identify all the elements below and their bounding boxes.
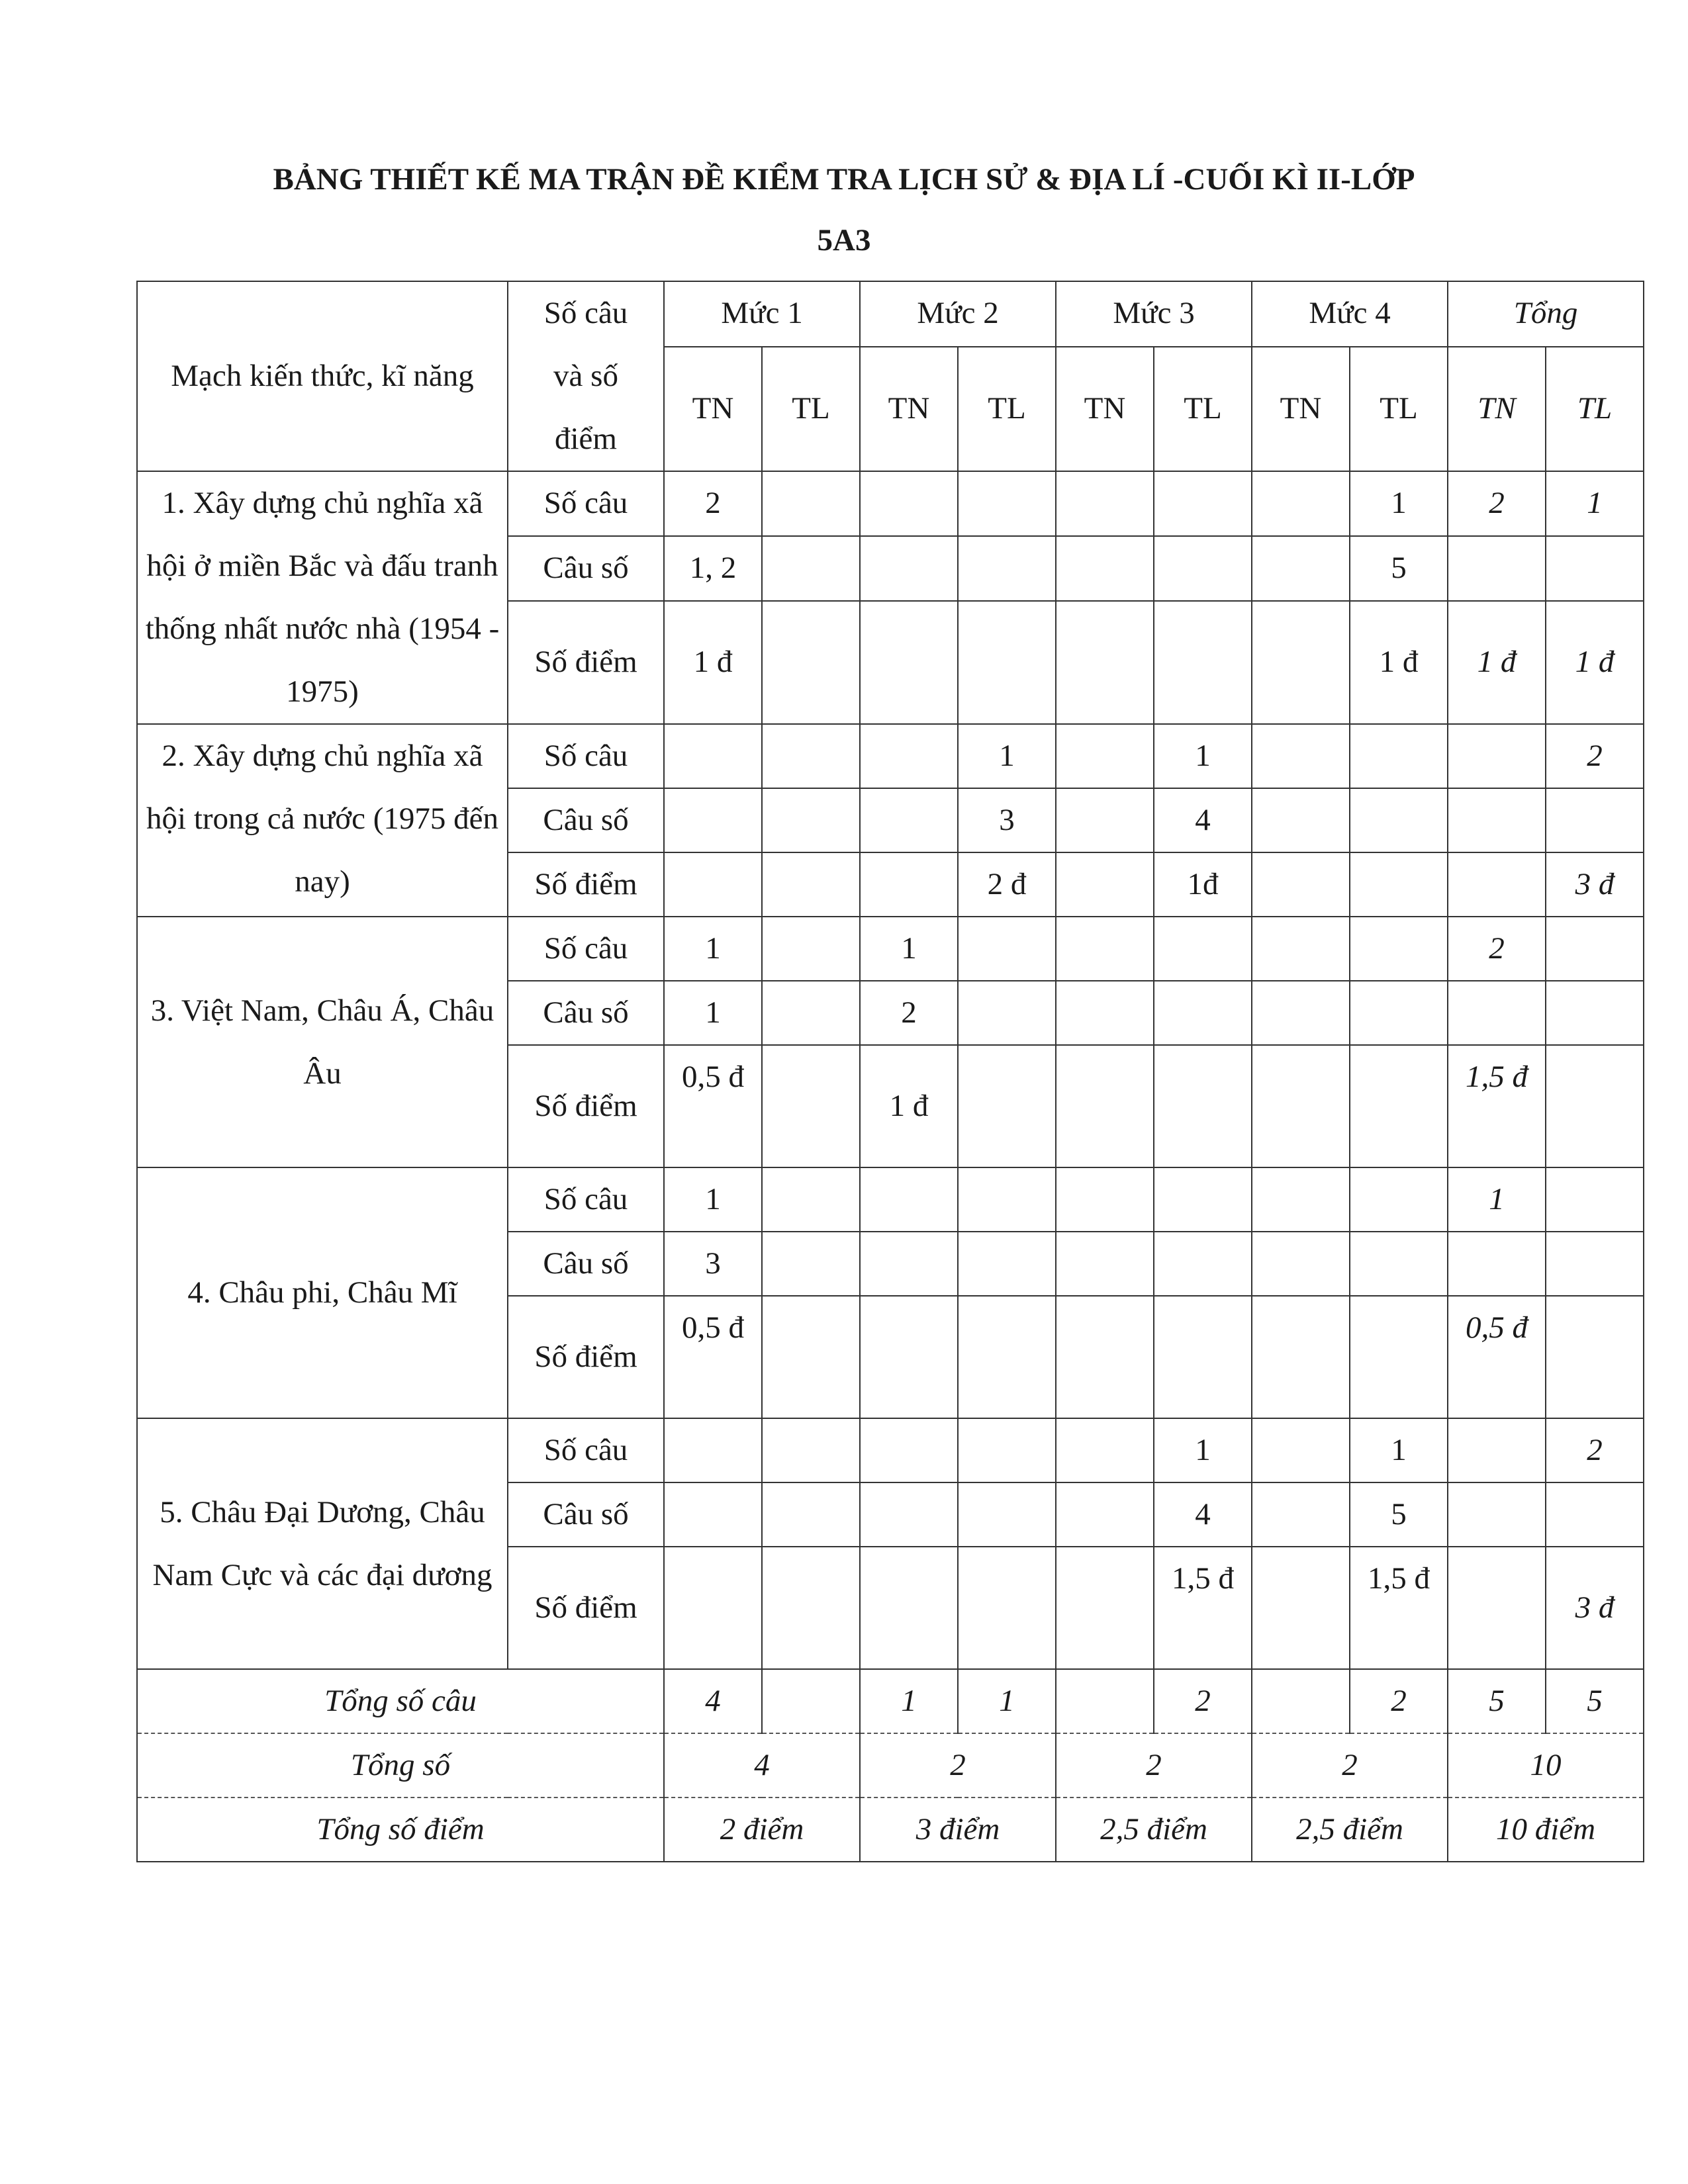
cell xyxy=(1350,724,1448,788)
cell xyxy=(1252,1296,1350,1418)
cell xyxy=(1252,1045,1350,1167)
cell xyxy=(958,981,1056,1045)
header-sub-1: TN xyxy=(664,347,762,471)
cell: 3 xyxy=(664,1232,762,1296)
cell: 1 xyxy=(860,917,958,981)
cell xyxy=(860,724,958,788)
cell xyxy=(958,1232,1056,1296)
cell xyxy=(1056,1482,1154,1547)
cell: 1,5 đ xyxy=(1154,1547,1252,1669)
cell: 5 xyxy=(1350,1482,1448,1547)
topic-name: 3. Việt Nam, Châu Á, Châu Âu xyxy=(137,917,508,1167)
cell xyxy=(1056,1045,1154,1167)
topic-3-so-cau-row xyxy=(137,917,1644,981)
cell xyxy=(762,1547,860,1669)
cell xyxy=(1448,1547,1546,1669)
total-points-cell: 10 điểm xyxy=(1448,1797,1644,1862)
total-questions-row xyxy=(137,1669,1644,1733)
total-questions-cell: 1 xyxy=(860,1669,958,1733)
cell xyxy=(1056,981,1154,1045)
header-sub-7: TN xyxy=(1252,347,1350,471)
cell xyxy=(762,1482,860,1547)
total-points-label: Tổng số điểm xyxy=(137,1797,664,1862)
cell xyxy=(958,1045,1056,1167)
cell xyxy=(762,917,860,981)
cell: 1 xyxy=(664,917,762,981)
row-label-so-cau: Số câu xyxy=(508,724,664,788)
header-sub-6: TL xyxy=(1154,347,1252,471)
cell xyxy=(762,1296,860,1418)
cell xyxy=(1252,724,1350,788)
cell xyxy=(664,724,762,788)
cell: 1 xyxy=(1154,1418,1252,1482)
topic-2-so-cau-row xyxy=(137,724,1644,788)
total-questions-cell: 4 xyxy=(664,1669,762,1733)
header-total: Tổng xyxy=(1448,281,1644,347)
cell xyxy=(1448,1232,1546,1296)
cell xyxy=(1154,471,1252,536)
cell xyxy=(1056,852,1154,917)
cell xyxy=(762,724,860,788)
cell: 1đ xyxy=(1154,852,1252,917)
total-points-cell: 2 điểm xyxy=(664,1797,860,1862)
cell xyxy=(860,1232,958,1296)
header-sub-10: TL xyxy=(1546,347,1644,471)
cell xyxy=(1350,1296,1448,1418)
header-knowledge: Mạch kiến thức, kĩ năng xyxy=(137,281,508,471)
row-label-cau-so: Câu số xyxy=(508,1232,664,1296)
cell xyxy=(860,1296,958,1418)
cell xyxy=(762,1418,860,1482)
cell xyxy=(1448,852,1546,917)
cell xyxy=(1350,1167,1448,1232)
cell xyxy=(860,1482,958,1547)
cell: 2 xyxy=(664,471,762,536)
cell xyxy=(1350,917,1448,981)
row-label-so-cau: Số câu xyxy=(508,917,664,981)
total-label: Tổng số xyxy=(137,1733,664,1797)
cell xyxy=(1546,536,1644,601)
page-subtitle: 5A3 xyxy=(817,223,871,257)
cell: 2 xyxy=(860,981,958,1045)
cell xyxy=(762,981,860,1045)
cell xyxy=(1252,1547,1350,1669)
total-questions-cell xyxy=(1056,1669,1154,1733)
cell: 2 xyxy=(1546,1418,1644,1482)
cell xyxy=(860,1167,958,1232)
cell: 5 xyxy=(1350,536,1448,601)
cell: 1 xyxy=(958,724,1056,788)
cell xyxy=(1154,1045,1252,1167)
cell xyxy=(1154,1232,1252,1296)
cell xyxy=(1252,536,1350,601)
total-points-cell: 2,5 điểm xyxy=(1056,1797,1252,1862)
cell xyxy=(860,788,958,852)
cell: 1 xyxy=(1546,471,1644,536)
cell: 2 xyxy=(1448,471,1546,536)
total-cell: 10 xyxy=(1448,1733,1644,1797)
row-label-so-cau: Số câu xyxy=(508,471,664,536)
total-questions-cell: 5 xyxy=(1448,1669,1546,1733)
header-sub-2: TL xyxy=(762,347,860,471)
cell: 3 đ xyxy=(1546,852,1644,917)
cell xyxy=(762,1045,860,1167)
cell xyxy=(1252,1482,1350,1547)
total-cell: 4 xyxy=(664,1733,860,1797)
cell xyxy=(1252,601,1350,724)
cell xyxy=(1350,852,1448,917)
row-label-so-cau: Số câu xyxy=(508,1167,664,1232)
cell: 2 đ xyxy=(958,852,1056,917)
cell: 1 xyxy=(1448,1167,1546,1232)
cell xyxy=(762,471,860,536)
cell xyxy=(762,536,860,601)
cell: 1,5 đ xyxy=(1350,1547,1448,1669)
topic-name: 5. Châu Đại Dương, Châu Nam Cực và các đại dương xyxy=(137,1418,508,1669)
cell xyxy=(1350,981,1448,1045)
cell xyxy=(664,1547,762,1669)
cell xyxy=(1252,471,1350,536)
row-label-so-cau: Số câu xyxy=(508,1418,664,1482)
cell xyxy=(1056,1232,1154,1296)
row-label-cau-so: Câu số xyxy=(508,788,664,852)
row-label-cau-so: Câu số xyxy=(508,981,664,1045)
cell xyxy=(1546,1232,1644,1296)
cell xyxy=(958,601,1056,724)
total-questions-cell: 2 xyxy=(1154,1669,1252,1733)
cell xyxy=(1252,1167,1350,1232)
cell: 1,5 đ xyxy=(1448,1045,1546,1167)
cell xyxy=(1154,981,1252,1045)
cell xyxy=(762,1232,860,1296)
cell: 1 đ xyxy=(1350,601,1448,724)
cell xyxy=(1056,536,1154,601)
total-questions-cell xyxy=(1252,1669,1350,1733)
cell: 3 đ xyxy=(1546,1547,1644,1669)
cell xyxy=(1056,601,1154,724)
cell xyxy=(958,471,1056,536)
total-points-cell: 3 điểm xyxy=(860,1797,1056,1862)
total-points-row xyxy=(137,1797,1644,1862)
cell: 2 xyxy=(1546,724,1644,788)
cell xyxy=(958,1547,1056,1669)
row-label-cau-so: Câu số xyxy=(508,536,664,601)
cell xyxy=(664,852,762,917)
cell xyxy=(1154,917,1252,981)
total-questions-cell xyxy=(762,1669,860,1733)
cell xyxy=(762,852,860,917)
cell xyxy=(1546,917,1644,981)
cell xyxy=(958,1418,1056,1482)
cell xyxy=(860,601,958,724)
cell: 1 xyxy=(664,981,762,1045)
cell xyxy=(1056,917,1154,981)
cell xyxy=(1350,1045,1448,1167)
cell xyxy=(1056,1167,1154,1232)
cell xyxy=(664,1418,762,1482)
total-points-cell: 2,5 điểm xyxy=(1252,1797,1448,1862)
cell xyxy=(958,1167,1056,1232)
topic-1-so-cau-row xyxy=(137,471,1644,536)
cell xyxy=(1154,1296,1252,1418)
header-level-1: Mức 1 xyxy=(664,281,860,347)
cell xyxy=(958,1482,1056,1547)
cell: 1, 2 xyxy=(664,536,762,601)
cell xyxy=(1546,1167,1644,1232)
topic-name: 1. Xây dựng chủ nghĩa xã hội ở miền Bắc và đấu tranh thống nhất nước nhà (1954 - 1975) xyxy=(137,471,508,724)
header-count: Số câu và số điểm xyxy=(508,281,664,471)
total-questions-cell: 1 xyxy=(958,1669,1056,1733)
row-label-so-diem: Số điểm xyxy=(508,1296,664,1418)
cell: 1 đ xyxy=(860,1045,958,1167)
cell xyxy=(1252,788,1350,852)
cell: 2 xyxy=(1448,917,1546,981)
header-level-2: Mức 2 xyxy=(860,281,1056,347)
cell: 4 xyxy=(1154,1482,1252,1547)
topic-5-so-cau-row xyxy=(137,1418,1644,1482)
cell xyxy=(1448,536,1546,601)
cell xyxy=(1252,981,1350,1045)
row-label-so-diem: Số điểm xyxy=(508,1547,664,1669)
cell xyxy=(1056,1547,1154,1669)
cell xyxy=(664,788,762,852)
cell xyxy=(664,1482,762,1547)
cell xyxy=(1448,724,1546,788)
cell: 1 xyxy=(1154,724,1252,788)
cell: 0,5 đ xyxy=(1448,1296,1546,1418)
header-sub-5: TN xyxy=(1056,347,1154,471)
matrix-table xyxy=(136,281,1644,1862)
cell: 1 đ xyxy=(664,601,762,724)
cell xyxy=(1056,1296,1154,1418)
cell xyxy=(1056,724,1154,788)
cell xyxy=(1546,981,1644,1045)
cell xyxy=(1252,1418,1350,1482)
header-level-3: Mức 3 xyxy=(1056,281,1252,347)
total-questions-cell: 2 xyxy=(1350,1669,1448,1733)
cell: 4 xyxy=(1154,788,1252,852)
topic-name: 4. Châu phi, Châu Mĩ xyxy=(137,1167,508,1418)
cell xyxy=(762,601,860,724)
cell: 1 xyxy=(1350,471,1448,536)
header-sub-8: TL xyxy=(1350,347,1448,471)
cell xyxy=(860,1547,958,1669)
cell xyxy=(1350,1232,1448,1296)
header-sub-3: TN xyxy=(860,347,958,471)
row-label-so-diem: Số điểm xyxy=(508,852,664,917)
cell: 0,5 đ xyxy=(664,1045,762,1167)
topic-4-so-cau-row xyxy=(137,1167,1644,1232)
cell xyxy=(1546,788,1644,852)
row-label-cau-so: Câu số xyxy=(508,1482,664,1547)
cell xyxy=(1056,471,1154,536)
cell xyxy=(1448,788,1546,852)
row-label-so-diem: Số điểm xyxy=(508,601,664,724)
cell xyxy=(1546,1045,1644,1167)
cell xyxy=(1350,788,1448,852)
cell xyxy=(1448,1482,1546,1547)
cell xyxy=(1154,536,1252,601)
cell: 3 xyxy=(958,788,1056,852)
cell xyxy=(1252,1232,1350,1296)
cell xyxy=(762,788,860,852)
cell xyxy=(1252,852,1350,917)
total-cell: 2 xyxy=(1056,1733,1252,1797)
cell xyxy=(1056,788,1154,852)
total-questions-cell: 5 xyxy=(1546,1669,1644,1733)
cell xyxy=(958,1296,1056,1418)
cell xyxy=(860,536,958,601)
cell: 1 đ xyxy=(1448,601,1546,724)
cell xyxy=(1546,1296,1644,1418)
cell xyxy=(958,536,1056,601)
row-label-so-diem: Số điểm xyxy=(508,1045,664,1167)
topic-name: 2. Xây dựng chủ nghĩa xã hội trong cả nước (1975 đến nay) xyxy=(137,724,508,917)
cell xyxy=(860,1418,958,1482)
cell xyxy=(1154,601,1252,724)
cell: 1 xyxy=(664,1167,762,1232)
cell xyxy=(860,471,958,536)
page-title: BẢNG THIẾT KẾ MA TRẬN ĐỀ KIỂM TRA LỊCH SỬ & ĐỊA LÍ -CUỐI KÌ II-LỚP xyxy=(273,162,1415,197)
cell xyxy=(1252,917,1350,981)
cell xyxy=(1448,1418,1546,1482)
header-sub-4: TL xyxy=(958,347,1056,471)
total-row xyxy=(137,1733,1644,1797)
cell xyxy=(860,852,958,917)
cell xyxy=(1448,981,1546,1045)
total-questions-label: Tổng số câu xyxy=(137,1669,664,1733)
total-cell: 2 xyxy=(1252,1733,1448,1797)
cell: 1 đ xyxy=(1546,601,1644,724)
cell xyxy=(1154,1167,1252,1232)
header-sub-9: TN xyxy=(1448,347,1546,471)
cell xyxy=(762,1167,860,1232)
cell: 0,5 đ xyxy=(664,1296,762,1418)
cell: 1 xyxy=(1350,1418,1448,1482)
cell xyxy=(1056,1418,1154,1482)
header-level-4: Mức 4 xyxy=(1252,281,1448,347)
cell xyxy=(958,917,1056,981)
cell xyxy=(1546,1482,1644,1547)
total-cell: 2 xyxy=(860,1733,1056,1797)
